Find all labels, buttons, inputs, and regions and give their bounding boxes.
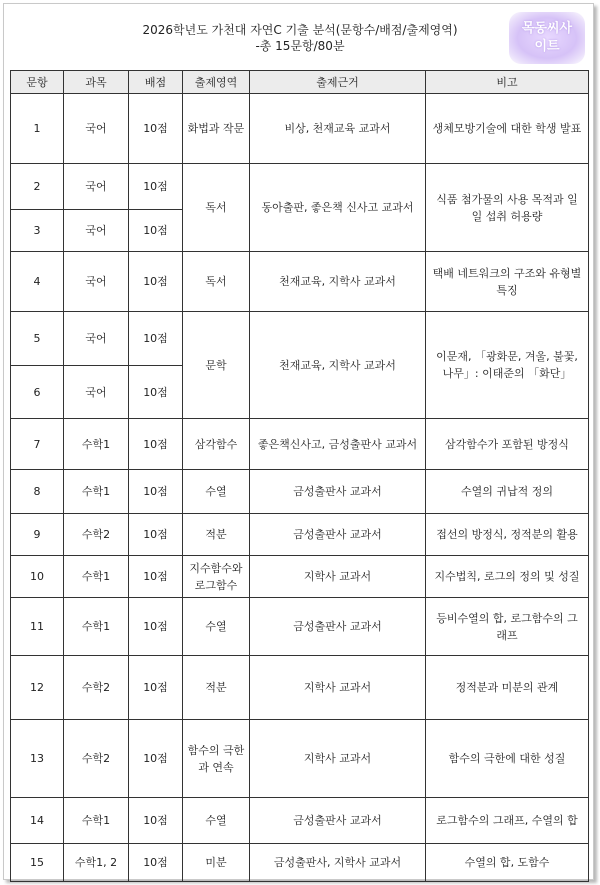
cell-subject: 수학2 (64, 514, 129, 556)
cell-score: 10점 (129, 798, 183, 844)
cell-area: 미분 (183, 844, 250, 882)
table-row (11, 164, 589, 210)
cell-question: 1 (11, 94, 64, 164)
cell-subject: 수학1 (64, 598, 129, 656)
cell-score: 10점 (129, 210, 183, 252)
cell-source: 지학사 교과서 (250, 556, 426, 598)
cell-source: 천재교육, 지학사 교과서 (250, 252, 426, 312)
cell-source: 비상, 천재교육 교과서 (250, 94, 426, 164)
cell-subject: 국어 (64, 312, 129, 366)
table-row (11, 598, 589, 656)
header-note: 비고 (426, 71, 589, 94)
cell-source: 금성출판사 교과서 (250, 598, 426, 656)
cell-score: 10점 (129, 366, 183, 419)
cell-question: 8 (11, 470, 64, 514)
badge-line-1: 목동씨사 (521, 21, 573, 36)
cell-note: 생체모방기술에 대한 학생 발표 (426, 94, 589, 164)
cell-question: 7 (11, 419, 64, 470)
header-area: 출제영역 (183, 71, 250, 94)
cell-question: 4 (11, 252, 64, 312)
table-row (11, 470, 589, 514)
cell-area: 수열 (183, 598, 250, 656)
cell-score: 10점 (129, 844, 183, 882)
cell-score: 10점 (129, 252, 183, 312)
cell-source: 지학사 교과서 (250, 656, 426, 720)
cell-question: 5 (11, 312, 64, 366)
cell-subject: 수학2 (64, 720, 129, 798)
table-row (11, 844, 589, 882)
cell-question: 10 (11, 556, 64, 598)
cell-question: 3 (11, 210, 64, 252)
cell-question: 9 (11, 514, 64, 556)
cell-score: 10점 (129, 94, 183, 164)
cell-subject: 수학2 (64, 656, 129, 720)
cell-area: 지수함수와 로그함수 (183, 556, 250, 598)
cell-source: 금성출판사 교과서 (250, 798, 426, 844)
cell-area: 수열 (183, 798, 250, 844)
cell-note: 접선의 방정식, 정적분의 활용 (426, 514, 589, 556)
cell-area: 화법과 작문 (183, 94, 250, 164)
cell-score: 10점 (129, 656, 183, 720)
cell-subject: 국어 (64, 94, 129, 164)
cell-question: 15 (11, 844, 64, 882)
title-line-1: 2026학년도 가천대 자연C 기출 분석(문항수/배점/출제영역) (142, 23, 458, 37)
cell-subject: 수학1 (64, 470, 129, 514)
cell-score: 10점 (129, 556, 183, 598)
cell-note: 함수의 극한에 대한 성질 (426, 720, 589, 798)
cell-source: 금성출판사 교과서 (250, 514, 426, 556)
cell-source: 천재교육, 지학사 교과서 (250, 312, 426, 419)
cell-note: 수열의 합, 도함수 (426, 844, 589, 882)
table-row (11, 419, 589, 470)
cell-area: 독서 (183, 252, 250, 312)
watermark-badge (509, 12, 585, 64)
cell-subject: 수학1 (64, 798, 129, 844)
cell-score: 10점 (129, 720, 183, 798)
cell-note: 이문재, 「광화문, 겨울, 불꽃, 나무」: 이태준의 「화단」 (426, 312, 589, 419)
cell-note: 정적분과 미분의 관계 (426, 656, 589, 720)
cell-area: 함수의 극한과 연속 (183, 720, 250, 798)
cell-question: 2 (11, 164, 64, 210)
cell-area: 적분 (183, 514, 250, 556)
cell-source: 동아출판, 좋은책 신사고 교과서 (250, 164, 426, 252)
cell-subject: 수학1 (64, 419, 129, 470)
cell-question: 6 (11, 366, 64, 419)
cell-source: 지학사 교과서 (250, 720, 426, 798)
cell-question: 11 (11, 598, 64, 656)
cell-subject: 국어 (64, 164, 129, 210)
table-row (11, 798, 589, 844)
cell-note: 지수법칙, 로그의 정의 및 성질 (426, 556, 589, 598)
header-source: 출제근거 (250, 71, 426, 94)
cell-subject: 국어 (64, 210, 129, 252)
cell-score: 10점 (129, 470, 183, 514)
header-question: 문항 (11, 71, 64, 94)
table-header-row (11, 71, 589, 94)
table-row (11, 312, 589, 366)
exam-analysis-table (10, 70, 589, 882)
table-row (11, 514, 589, 556)
cell-source: 좋은책신사고, 금성출판사 교과서 (250, 419, 426, 470)
cell-subject: 국어 (64, 252, 129, 312)
table-row (11, 720, 589, 798)
cell-score: 10점 (129, 312, 183, 366)
cell-subject: 국어 (64, 366, 129, 419)
table-row (11, 252, 589, 312)
cell-score: 10점 (129, 514, 183, 556)
cell-note: 식품 첨가물의 사용 목적과 일일 섭취 허용량 (426, 164, 589, 252)
title-line-2: -총 15문항/80분 (255, 39, 345, 53)
cell-question: 13 (11, 720, 64, 798)
cell-note: 택배 네트워크의 구조와 유형별 특징 (426, 252, 589, 312)
table-row (11, 94, 589, 164)
cell-subject: 수학1 (64, 556, 129, 598)
cell-subject: 수학1, 2 (64, 844, 129, 882)
cell-question: 14 (11, 798, 64, 844)
cell-area: 삼각함수 (183, 419, 250, 470)
badge-line-2: 이트 (534, 39, 560, 54)
cell-note: 등비수열의 합, 로그함수의 그래프 (426, 598, 589, 656)
cell-note: 삼각함수가 포함된 방정식 (426, 419, 589, 470)
cell-question: 12 (11, 656, 64, 720)
cell-area: 수열 (183, 470, 250, 514)
header-subject: 과목 (64, 71, 129, 94)
cell-score: 10점 (129, 598, 183, 656)
cell-source: 금성출판사, 지학사 교과서 (250, 844, 426, 882)
cell-note: 로그함수의 그래프, 수열의 합 (426, 798, 589, 844)
cell-area: 독서 (183, 164, 250, 252)
cell-area: 적분 (183, 656, 250, 720)
cell-note: 수열의 귀납적 정의 (426, 470, 589, 514)
cell-score: 10점 (129, 164, 183, 210)
table-row (11, 556, 589, 598)
table-row (11, 656, 589, 720)
cell-score: 10점 (129, 419, 183, 470)
cell-area: 문학 (183, 312, 250, 419)
header-score: 배점 (129, 71, 183, 94)
cell-source: 금성출판사 교과서 (250, 470, 426, 514)
